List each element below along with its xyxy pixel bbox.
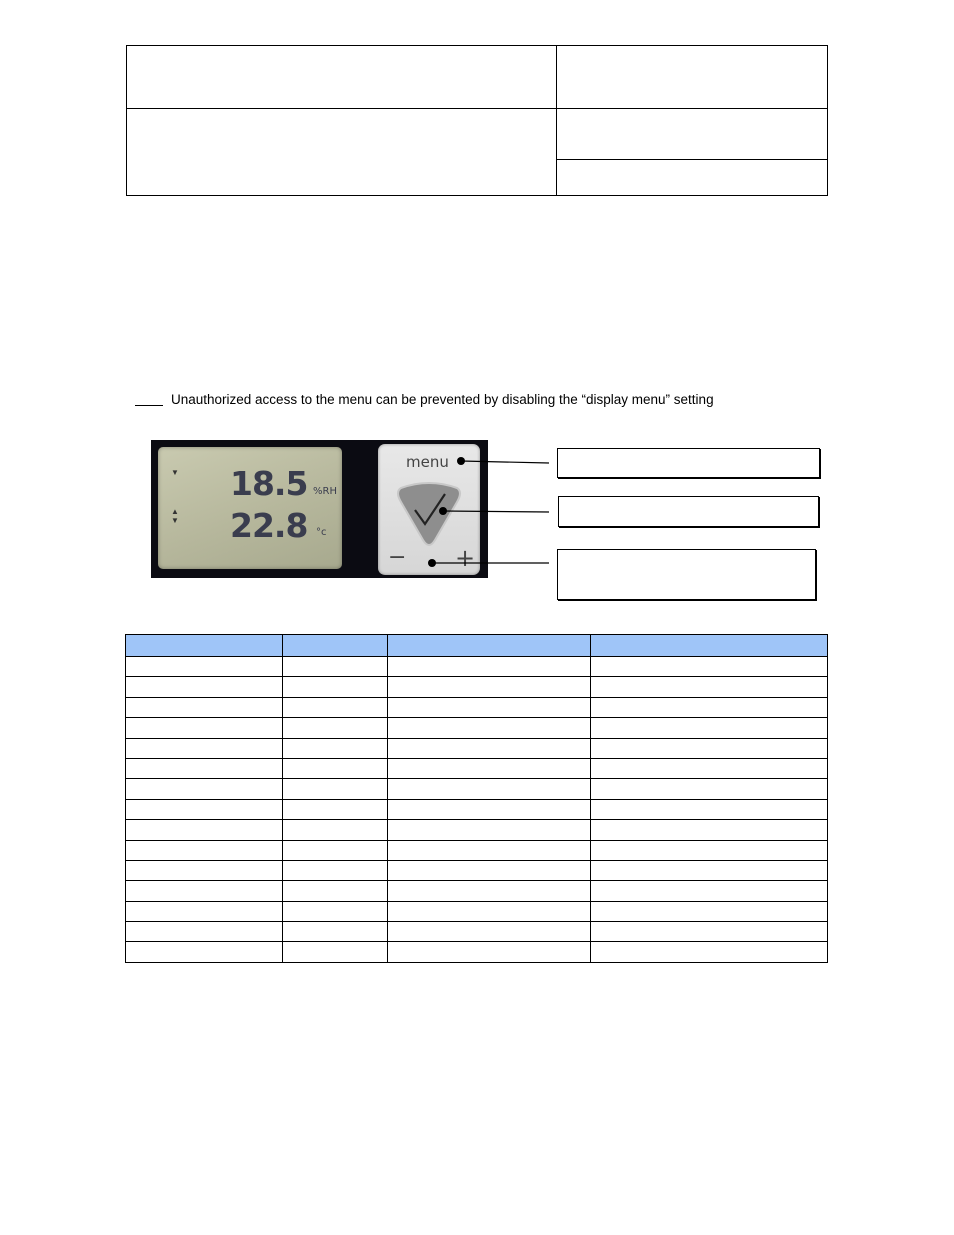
table-cell xyxy=(591,758,828,778)
table-cell xyxy=(283,758,388,778)
table-cell xyxy=(591,677,828,697)
table-cell xyxy=(388,718,591,738)
adjust-keys-marker xyxy=(428,559,436,567)
table-cell xyxy=(388,738,591,758)
table-cell xyxy=(591,718,828,738)
table-cell xyxy=(126,820,283,840)
table-cell xyxy=(388,840,591,860)
table-cell xyxy=(591,942,828,962)
table-cell xyxy=(283,901,388,921)
table-row xyxy=(126,881,828,901)
table-cell xyxy=(283,718,388,738)
table-cell xyxy=(388,901,591,921)
table-cell xyxy=(126,718,283,738)
table-cell xyxy=(283,677,388,697)
table-cell xyxy=(126,657,283,677)
table-cell xyxy=(126,881,283,901)
confirm-key-callout-box xyxy=(558,496,819,527)
table-cell xyxy=(591,820,828,840)
menu-key-marker xyxy=(457,457,465,465)
humidity-unit: %RH xyxy=(313,486,337,497)
table-cell xyxy=(591,799,828,819)
up-down-arrow-icon: ▲ ▼ xyxy=(171,507,179,525)
table-cell xyxy=(388,697,591,717)
table-row xyxy=(126,820,828,840)
table-row xyxy=(126,942,828,962)
down-triangle-icon: ▼ xyxy=(171,468,179,477)
table-cell xyxy=(283,881,388,901)
minus-key[interactable]: − xyxy=(388,545,407,570)
menu-key[interactable]: menu xyxy=(406,453,449,471)
table-cell xyxy=(283,840,388,860)
table-row xyxy=(126,779,828,799)
humidity-value: 18.5 xyxy=(230,464,308,503)
table-cell xyxy=(388,942,591,962)
table-cell xyxy=(283,657,388,677)
table-row xyxy=(126,657,828,677)
table-cell xyxy=(591,840,828,860)
table-cell xyxy=(283,820,388,840)
table-cell xyxy=(283,697,388,717)
table-cell xyxy=(388,677,591,697)
settings-table xyxy=(125,634,828,963)
table-cell xyxy=(283,779,388,799)
table-cell xyxy=(126,840,283,860)
table-cell xyxy=(126,799,283,819)
table-cell xyxy=(126,697,283,717)
table-row xyxy=(126,799,828,819)
table-row xyxy=(126,758,828,778)
table-cell xyxy=(388,820,591,840)
table-cell xyxy=(388,881,591,901)
table-cell xyxy=(591,901,828,921)
table-cell xyxy=(591,779,828,799)
table-cell xyxy=(388,758,591,778)
table-row xyxy=(126,697,828,717)
table-row xyxy=(126,901,828,921)
table-cell xyxy=(388,657,591,677)
adjust-keys-callout-box xyxy=(557,549,816,600)
table-row xyxy=(126,840,828,860)
table-cell xyxy=(126,860,283,880)
table-cell xyxy=(388,860,591,880)
table-cell xyxy=(126,922,283,942)
table-row xyxy=(126,718,828,738)
plus-key[interactable]: + xyxy=(455,544,476,572)
menu-access-note-text: Unauthorized access to the menu can be prevented by disabling the “display menu” setting xyxy=(171,392,714,407)
table-cell xyxy=(283,922,388,942)
table-cell xyxy=(591,697,828,717)
table-cell xyxy=(126,758,283,778)
table-cell xyxy=(388,922,591,942)
table-cell xyxy=(283,942,388,962)
temperature-unit: °c xyxy=(316,527,327,538)
table-cell xyxy=(591,922,828,942)
table-cell xyxy=(283,860,388,880)
table-cell xyxy=(388,799,591,819)
table-cell xyxy=(126,779,283,799)
table-cell xyxy=(126,942,283,962)
table-cell xyxy=(591,657,828,677)
table-cell xyxy=(388,779,591,799)
menu-key-callout-box xyxy=(557,448,820,478)
table-cell xyxy=(283,738,388,758)
table-cell xyxy=(591,860,828,880)
table-cell xyxy=(126,677,283,697)
confirm-key-marker xyxy=(439,507,447,515)
table-cell xyxy=(126,901,283,921)
table-row xyxy=(126,677,828,697)
table-row xyxy=(126,860,828,880)
table-cell xyxy=(283,799,388,819)
table-header-row xyxy=(126,635,828,657)
table-row xyxy=(126,738,828,758)
table-row xyxy=(126,922,828,942)
table-cell xyxy=(591,881,828,901)
table-cell xyxy=(126,738,283,758)
table-cell xyxy=(591,738,828,758)
temperature-value: 22.8 xyxy=(230,506,308,545)
